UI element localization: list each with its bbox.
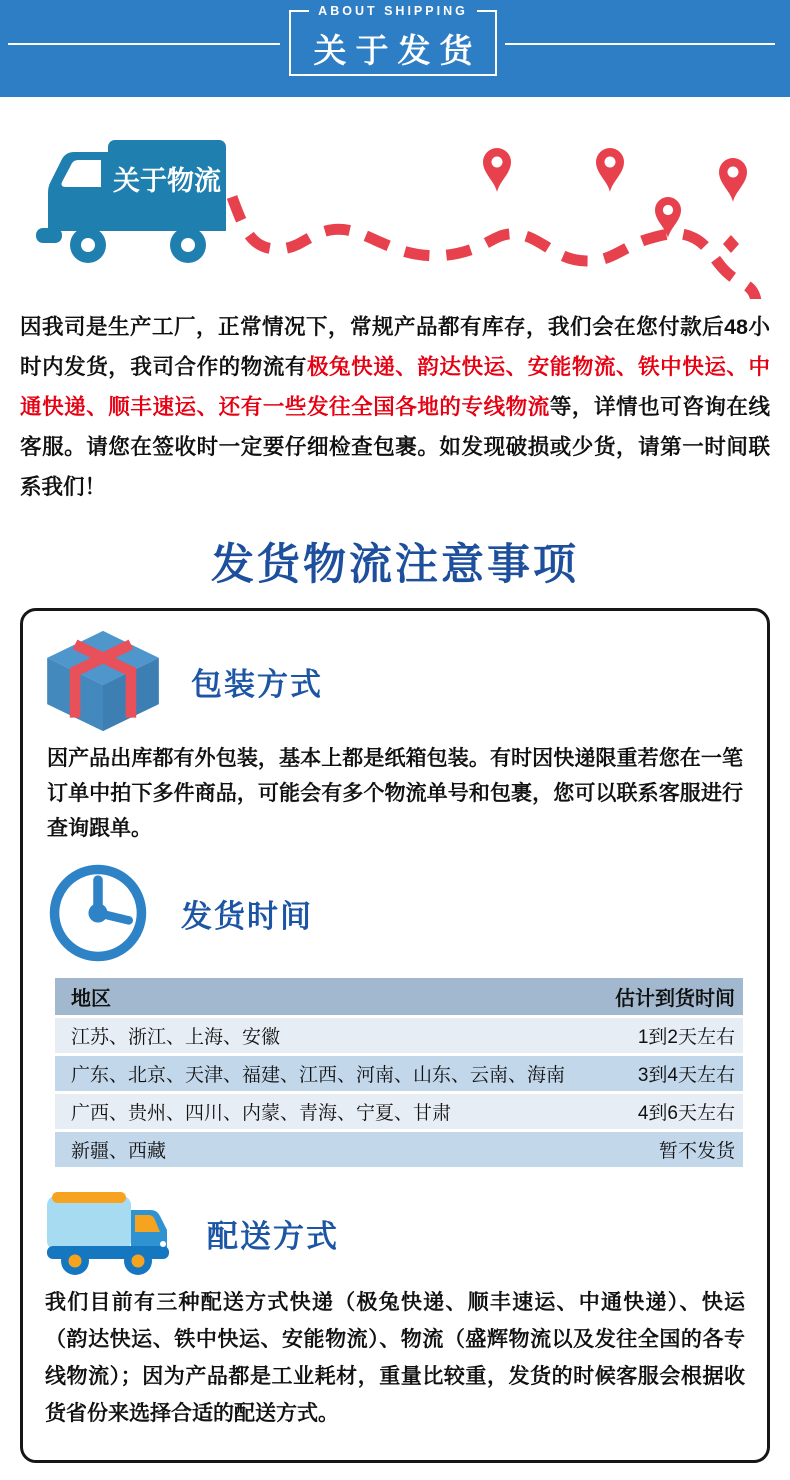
route-dot xyxy=(723,235,739,253)
cell-region: 广东、北京、天津、福建、江西、河南、山东、云南、海南 xyxy=(55,1055,600,1093)
shipping-route-illustration xyxy=(0,97,790,299)
delivery-title: 配送方式 xyxy=(207,1218,339,1254)
shipping-time-title: 发货时间 xyxy=(181,898,313,934)
delivery-body: 我们目前有三种配送方式快递（极兔快递、顺丰速运、中通快递）、快运（韵达快运、铁中快运、安能物流）、物流（盛辉物流以及发往全国的各专线物流）；因为产品都是工业耗材，重量比较重，发货的时候客服会根据收货省份来选择合适的配送方式。 xyxy=(45,1291,745,1425)
cell-region: 新疆、西藏 xyxy=(55,1131,600,1169)
packaging-title: 包装方式 xyxy=(191,666,323,702)
col-header-eta: 估计到货时间 xyxy=(600,978,743,1017)
cell-eta: 暂不发货 xyxy=(600,1131,743,1169)
eyebrow-dash-right xyxy=(477,10,497,12)
cell-eta: 3到4天左右 xyxy=(600,1055,743,1093)
cell-region: 江苏、浙江、上海、安徽 xyxy=(55,1017,600,1055)
table-row xyxy=(55,1093,743,1131)
shipping-time-section-header xyxy=(45,860,745,966)
notice-panel xyxy=(20,608,770,1463)
intro-text-segment: 极兔快递、韵达快运、安能物流、铁中快运、中通快递、顺丰速运、还有一些发往全国各地的专线物流 xyxy=(20,355,770,419)
banner-eyebrow-text: ABOUT SHIPPING xyxy=(318,4,468,18)
banner-line-right xyxy=(505,43,775,45)
cell-eta: 1到2天左右 xyxy=(600,1017,743,1055)
intro-text-segment: 因我司是生产工厂，正常情况下，常规产品都有库存，我们会在您付款后48小时内发货，我司合作的物流有 xyxy=(20,315,770,379)
intro-text-segment: 等，详情也可咨询在线客服。请您在签收时一定要仔细检查包裹。如发现破损或少货，请第一时间联系我们！ xyxy=(20,395,770,499)
delivery-truck-icon xyxy=(36,140,226,263)
cell-eta: 4到6天左右 xyxy=(600,1093,743,1131)
banner-title-box xyxy=(289,4,497,76)
table-row xyxy=(55,1055,743,1093)
cell-region: 广西、贵州、四川、内蒙、青海、宁夏、甘肃 xyxy=(55,1093,600,1131)
banner-line-left xyxy=(8,43,280,45)
banner-eyebrow xyxy=(289,4,497,18)
clock-icon xyxy=(45,860,151,966)
notice-title: 发货物流注意事项 xyxy=(211,541,579,589)
package-icon xyxy=(45,629,161,733)
table-row xyxy=(55,1131,743,1169)
packaging-body: 因产品出库都有外包装，基本上都是纸箱包装。有时因快递限重若您在一笔订单中拍下多件商品，可能会有多个物流单号和包裹，您可以联系客服进行查询跟单。 xyxy=(47,747,743,840)
map-pin-icon xyxy=(596,148,624,192)
header-banner xyxy=(0,0,790,97)
packaging-section-header xyxy=(45,629,745,733)
truck-label: 关于物流 xyxy=(113,166,221,196)
intro-paragraph xyxy=(0,299,790,507)
col-header-region: 地区 xyxy=(55,978,600,1017)
shipping-time-table xyxy=(55,978,743,1170)
truck-icon xyxy=(45,1188,177,1278)
eyebrow-dash-left xyxy=(289,10,309,12)
banner-title: 关于发货 xyxy=(313,32,482,69)
table-row xyxy=(55,1017,743,1055)
delivery-section-header xyxy=(45,1188,745,1278)
map-pin-icon xyxy=(719,158,747,202)
map-pin-icon xyxy=(483,148,511,192)
table-header-row xyxy=(55,978,743,1017)
